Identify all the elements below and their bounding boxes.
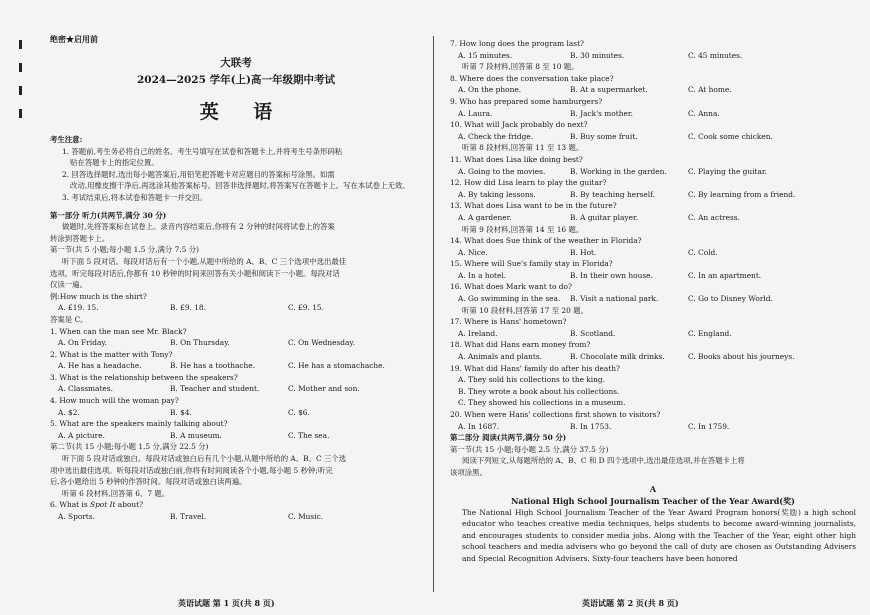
section-title: 第一节(共 15 小题;每小题 2.5 分,满分 37.5 分) xyxy=(450,444,609,454)
question-stem: 15. Where will Sue's family stay in Florida? xyxy=(450,259,613,269)
option-c: C. On Wednesday. xyxy=(288,338,355,348)
question-stem: 20. When were Hans' collections first shown to visitors? xyxy=(450,410,661,419)
note-line: 改动,用橡皮擦干净后,再选涂其他答案标号。回答非选择题时,将答案写在答题卡上。写在本试卷上无效。 xyxy=(70,181,410,191)
section-title: 第二节(共 15 小题;每小题 1.5 分,满分 22.5 分) xyxy=(50,442,209,452)
right-page xyxy=(436,0,870,615)
option-c: C. Music. xyxy=(288,512,324,521)
confidential-label: 绝密★启用前 xyxy=(50,34,98,44)
option-b: B. Visit a national park. xyxy=(570,294,659,304)
option-b: B. A museum. xyxy=(170,430,222,440)
option-a: A. Ireland. xyxy=(458,328,498,338)
option-b: B. On Thursday. xyxy=(170,338,230,348)
question-stem: 12. How did Lisa learn to play the guitar? xyxy=(450,178,607,188)
option-c: C. 45 minutes. xyxy=(688,50,743,60)
option-a: A. Go swimming in the sea. xyxy=(458,294,561,304)
option-a: A. He has a headache. xyxy=(58,361,142,371)
option-c: C. Mother and son. xyxy=(288,384,360,394)
note-line: 3. 考试结束后,将本试卷和答题卡一并交回。 xyxy=(62,192,207,202)
instruction-line: 项中选出最佳选项。听每段对话或独白前,你将有时间阅读各个小题,每小题 5 秒钟;听完 xyxy=(50,465,333,475)
option-a: A. 15 minutes. xyxy=(458,50,513,60)
option-c: C. Cook some chicken. xyxy=(688,131,773,141)
question-stem: 8. Where does the conversation take place? xyxy=(450,73,614,83)
option-b: B. Travel. xyxy=(170,512,207,521)
listening-material-note: 听第 10 段材料,回答第 17 至 20 题。 xyxy=(462,305,588,315)
note-line: 1. 答题前,考生务必将自己的姓名、考生号填写在试卷和答题卡上,并将考生号条形码粘 xyxy=(62,146,343,156)
passage-letter: A xyxy=(649,483,657,494)
option-b: B. £9. 18. xyxy=(170,303,206,313)
option-b: B. Teacher and student. xyxy=(170,384,260,394)
option-a: A. Classmates. xyxy=(58,384,113,394)
instruction-line: 听下面 5 段对话或独白。每段对话或独白后有几个小题,从题中所给的 A、B、C 三个选 xyxy=(62,454,347,464)
question-stem: 1. When can the man see Mr. Black? xyxy=(50,326,187,336)
option-b: B. He has a toothache. xyxy=(170,361,255,371)
page-footer-right: 英语试题 第 2 页(共 8 页) xyxy=(582,598,679,608)
option-b: B. By teaching herself. xyxy=(570,189,655,199)
instruction-line: 仅读一遍。 xyxy=(50,280,87,290)
question-stem: 14. What does Sue think of the weather in Florida? xyxy=(450,236,642,246)
instruction-line: 听下面 5 段对话。每段对话后有一个小题,从题中所给的 A、B、C 三个选项中选出最佳 xyxy=(62,256,347,266)
option-b: B. At a supermarket. xyxy=(570,85,648,95)
instruction-line: 选项。听完每段对话后,你都有 10 秒钟的时间来回答有关小题和阅读下一小题。每段对话 xyxy=(50,268,340,278)
option-c: C. Playing the guitar. xyxy=(688,166,767,176)
option-a: A. In 1687. xyxy=(458,421,500,431)
option-a: A. A picture. xyxy=(58,430,105,440)
passage-title: National High School Journalism Teacher of the Year Award(奖) xyxy=(511,495,795,506)
question-options xyxy=(450,84,856,96)
question-stem: 4. How much will the woman pay? xyxy=(50,396,179,406)
option-a: A. In a hotel. xyxy=(458,270,507,280)
option-a: A. £19. 15. xyxy=(58,303,99,313)
question-stem: 5. What are the speakers mainly talking about? xyxy=(50,419,228,429)
part1-title: 第一部分 听力(共两节,满分 30 分) xyxy=(50,210,167,220)
option-c: C. Cold. xyxy=(688,247,718,257)
instruction-line: 该项涂黑。 xyxy=(450,467,487,477)
note-line: 贴在答题卡上的指定位置。 xyxy=(70,158,159,168)
question-stem: 11. What does Lisa like doing best? xyxy=(450,154,583,164)
option-b: B. They wrote a book about his collections. xyxy=(458,386,620,396)
question-options xyxy=(450,131,856,143)
section-title: 第一节(共 5 小题;每小题 1.5 分,满分 7.5 分) xyxy=(50,245,199,255)
subject-title: 英 语 xyxy=(199,101,287,123)
instruction-line: 转涂到答题卡上。 xyxy=(50,233,110,243)
option-c: C. By learning from a friend. xyxy=(688,189,796,199)
option-c: C. An actress. xyxy=(688,212,740,222)
example-answer: 答案是 C。 xyxy=(50,314,88,324)
instruction-line: 做题时,先将答案标在试卷上。录音内容结束后,你将有 2 分钟的时间将试卷上的答案 xyxy=(62,222,335,232)
question-stem: 13. What does Lisa want to be in the future? xyxy=(450,201,617,211)
question-options xyxy=(450,351,856,363)
option-b: B. Scotland. xyxy=(570,328,616,338)
question-options xyxy=(450,328,856,340)
option-c: C. £9. 15. xyxy=(288,303,324,313)
question-options xyxy=(50,430,422,442)
option-b: B. $4. xyxy=(170,407,192,417)
question-options xyxy=(50,383,422,395)
exam-organizer: 大联考 xyxy=(220,57,252,69)
option-b: B. Working in the garden. xyxy=(570,166,667,176)
option-a: A. On the phone. xyxy=(458,85,522,95)
part2-title: 第二部分 阅读(共两节,满分 50 分) xyxy=(450,433,567,443)
question-6: 6. What is Spot It about? xyxy=(50,500,144,510)
question-options xyxy=(450,108,856,120)
question-options xyxy=(450,189,856,201)
option-b: B. A guitar player. xyxy=(570,212,639,222)
option-b: B. Chocolate milk drinks. xyxy=(570,352,665,362)
question-options xyxy=(450,247,856,259)
option-c: C. He has a stomachache. xyxy=(288,361,385,371)
option-a: A. They sold his collections to the king. xyxy=(458,375,605,385)
question-options xyxy=(450,293,856,305)
question-options xyxy=(450,50,856,62)
instruction-line: 阅读下列短文,从每题所给的 A、B、C 和 D 四个选项中,选出最佳选项,并在答题卡上将 xyxy=(462,456,745,466)
question-stem: 19. What did Hans' family do after his death? xyxy=(450,363,620,373)
option-a: A. Going to the movies. xyxy=(458,166,546,176)
option-b: B. In 1753. xyxy=(570,421,612,431)
option-a: A. Sports. xyxy=(58,512,95,521)
page-divider xyxy=(433,36,434,592)
option-c: C. Books about his journeys. xyxy=(688,352,795,362)
question-options xyxy=(50,407,422,419)
option-b: B. Jack's mother. xyxy=(570,108,633,118)
note-line: 2. 回答选择题时,选出每小题答案后,用铅笔把答题卡对应题目的答案标号涂黑。如需 xyxy=(62,169,335,179)
instruction-line: 后,各小题给出 5 秒钟的作答时间。每段对话或独白读两遍。 xyxy=(50,477,247,487)
question-stem: 16. What does Mark want to do? xyxy=(450,282,572,292)
listening-questions-1-5 xyxy=(50,326,422,442)
question-stem: 3. What is the relationship between the speakers? xyxy=(50,372,238,382)
option-b: B. Buy some fruit. xyxy=(570,131,638,141)
question-options xyxy=(450,421,856,433)
listening-material-note: 听第 9 段材料,回答第 14 至 16 题。 xyxy=(462,224,584,234)
option-a: A. Check the fridge. xyxy=(458,131,534,141)
option-b: B. In their own house. xyxy=(570,270,653,280)
question-options xyxy=(450,212,856,224)
option-a: A. A gardener. xyxy=(458,212,512,222)
page-footer-left: 英语试题 第 1 页(共 8 页) xyxy=(178,598,275,608)
option-c: C. In an apartment. xyxy=(688,270,762,280)
option-a: A. On Friday. xyxy=(58,338,107,348)
option-c: C. England. xyxy=(688,328,732,338)
question-options xyxy=(50,360,422,372)
option-c: C. $6. xyxy=(288,407,310,417)
option-b: B. Hot. xyxy=(570,247,597,257)
example-options xyxy=(50,302,422,314)
question-stem: 17. Where is Hans' hometown? xyxy=(450,317,567,327)
question-stem: 10. What will Jack probably do next? xyxy=(450,120,588,130)
option-a: A. Nice. xyxy=(458,247,488,257)
option-c: C. In 1759. xyxy=(688,421,730,431)
listening-material-note: 听第 7 段材料,回答第 8 至 10 题。 xyxy=(462,62,579,72)
listening-material-note: 听第 6 段材料,回答第 6、7 题。 xyxy=(62,488,170,498)
listening-material-note: 听第 8 段材料,回答第 11 至 13 题。 xyxy=(462,143,584,153)
option-a: A. By taking lessons. xyxy=(458,189,536,199)
option-c: C. At home. xyxy=(688,85,732,95)
question-stem: 9. Who has prepared some hamburgers? xyxy=(450,96,603,106)
question-stem: 2. What is the matter with Tony? xyxy=(50,349,173,359)
question-options xyxy=(450,270,856,282)
question-6-options xyxy=(50,511,422,523)
option-a: A. $2. xyxy=(58,407,80,417)
option-c: C. The sea. xyxy=(288,430,330,440)
option-c: C. Go to Disney World. xyxy=(688,294,773,304)
option-c: C. They showed his collections in a museum. xyxy=(458,398,626,408)
question-options xyxy=(450,166,856,178)
passage-text: The National High School Journalism Teacher of the Year Award Program honors(奖励) a high school educator who teaches creative media techniques, helps students to become award-winning journalists, and encourages students to consider media jobs. Along with the Teacher of the Year, eight other high school teachers and media advisers who go beyond the call of duty are chosen as Outstanding Advisers and Special Recognition Advisers. Sixty-four teachers have been honored xyxy=(462,507,856,563)
option-b: B. 30 minutes. xyxy=(570,50,625,60)
option-a: A. Animals and plants. xyxy=(458,352,543,362)
option-a: A. Laura. xyxy=(458,108,493,118)
question-options xyxy=(50,337,422,349)
example-question: 例:How much is the shirt? xyxy=(50,291,147,301)
exam-title: 2024—2025 学年(上)高一年级期中考试 xyxy=(136,74,336,86)
question-stem: 18. What did Hans earn money from? xyxy=(450,340,591,350)
notes-title: 考生注意: xyxy=(50,135,83,144)
option-c: C. Anna. xyxy=(688,108,720,118)
listening-questions-7-20 xyxy=(450,38,856,432)
question-stem: 7. How long does the program last? xyxy=(450,39,585,48)
